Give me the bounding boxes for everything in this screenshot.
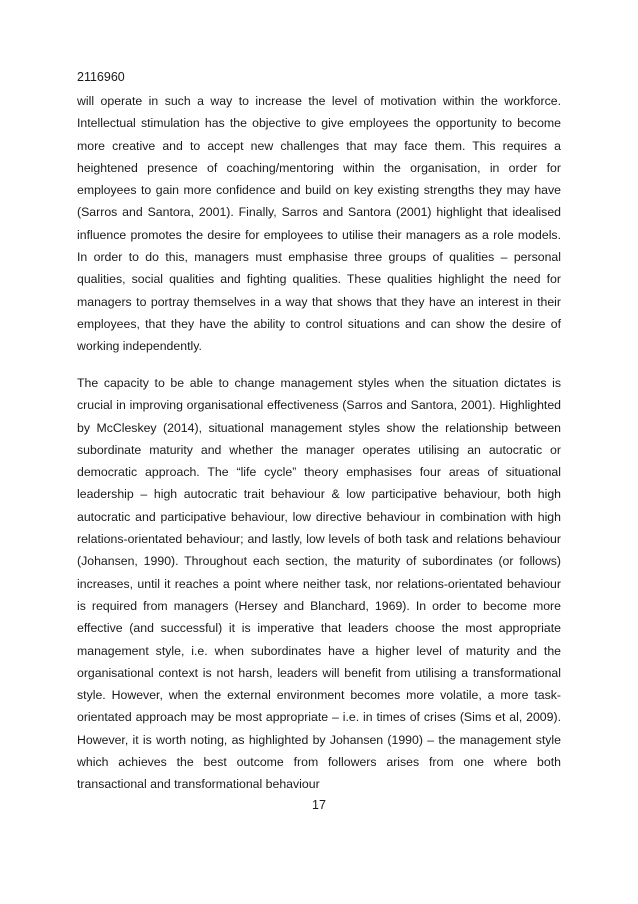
paragraph-1: will operate in such a way to increase the level of motivation within the workforce. Intellectual stimulation has the objective to give employees the opportunity to become more creative and to accept new challenges that may face them. This requires a heightened presence of coaching/mentoring within the organisation, in order for employees to gain more confidence and build on key existing strengths they may have (Sarros and Santora, 2001). Finally, Sarros and Santora (2001) highlight that idealised influence promotes the desire for employees to utilise their managers as a role models. In order to do this, managers must emphasise three groups of qualities – personal qualities, social qualities and fighting qualities. These qualities highlight the need for managers to portray themselves in a way that shows that they have an interest in their employees, that they have the ability to control situations and can show the desire of working independently. (77, 94, 561, 354)
student-id: 2116960 (77, 70, 125, 84)
page-number: 17 (312, 798, 326, 812)
paragraph-2: The capacity to be able to change management styles when the situation dictates is crucial in improving organisational effectiveness (Sarros and Santora, 2001). Highlighted by McCleskey (2014), situational management styles show the relationship between subordinate maturity and whether the manager operates utilising an autocratic or democratic approach. The “life cycle” theory emphasises four areas of situational leadership – high autocratic trait behaviour & low participative behaviour, both high autocratic and participative behaviour, low directive behaviour in combination with high relations-orientated behaviour; and lastly, low levels of both task and relations behaviour (Johansen, 1990). Throughout each section, the maturity of subordinates (or follows) increases, until it reaches a point where neither task, nor relations-orientated behaviour is required from managers (Hersey and Blanchard, 1969). In order to become more effective (and successful) it is imperative that leaders choose the most appropriate management style, i.e. when subordinates have a higher level of maturity and the organisational context is not harsh, leaders will benefit from utilising a transformational style. However, when the external environment becomes more volatile, a more task-orientated approach may be most appropriate – i.e. in times of crises (Sims et al, 2009). However, it is worth noting, as highlighted by Johansen (1990) – the management style which achieves the best outcome from followers arises from one where both transactional and transformational behaviour (77, 376, 561, 792)
